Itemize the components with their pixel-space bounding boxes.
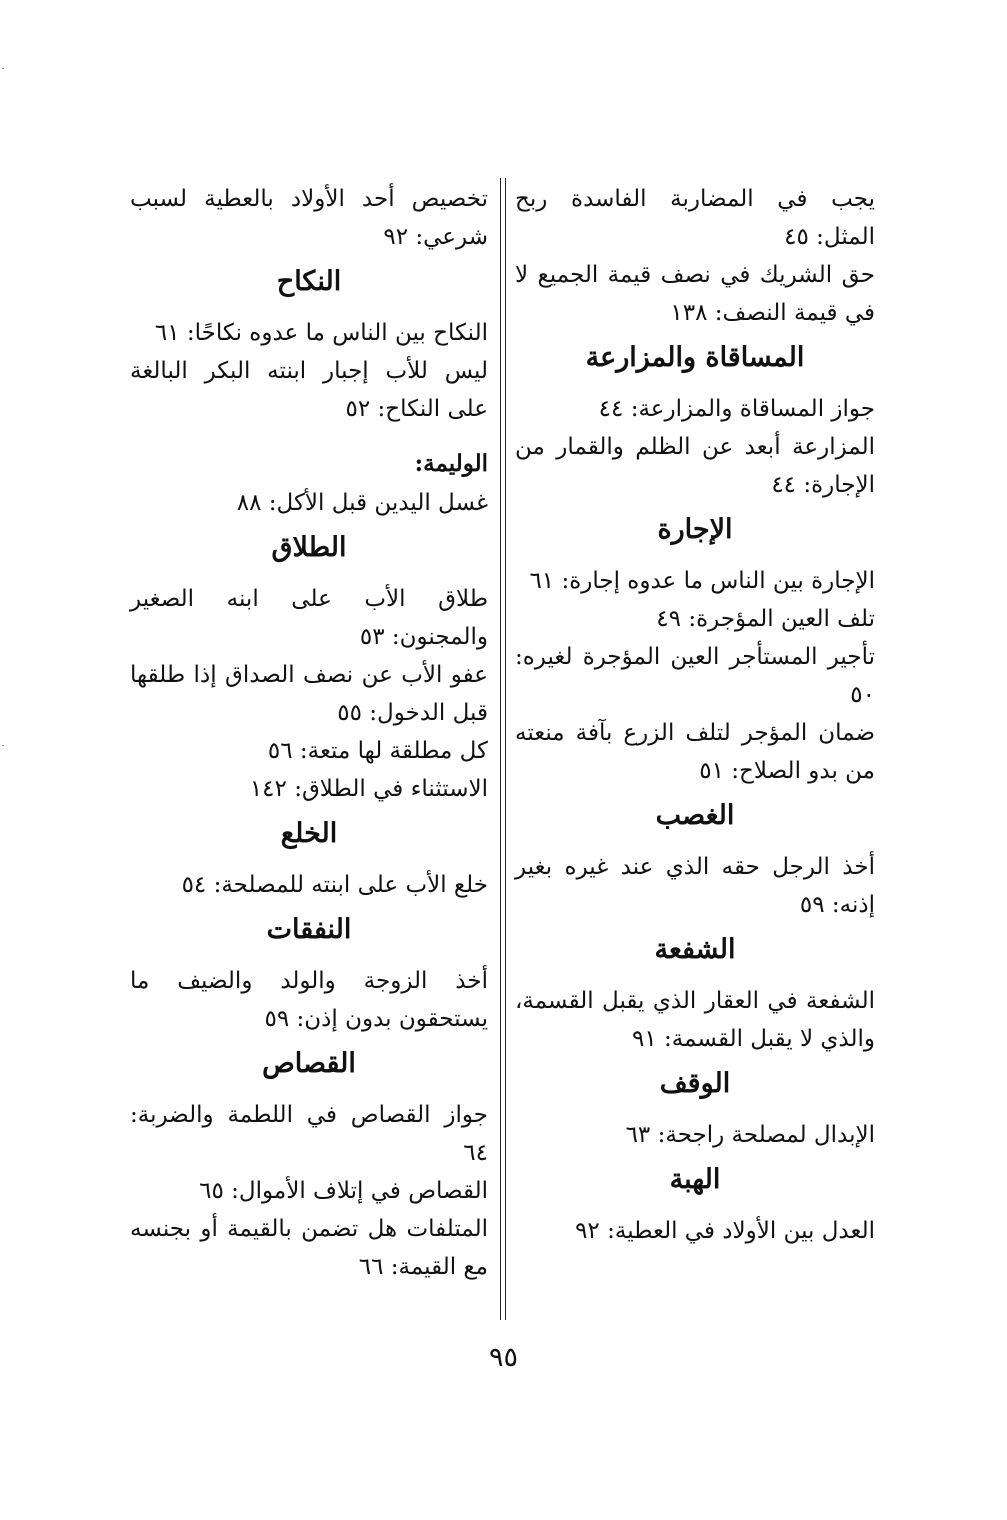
index-entry: يجب في المضاربة الفاسدة ربح المثل: ٤٥ [515,186,875,250]
margin-mark [2,745,4,746]
index-entry: المتلفات هل تضمن بالقيمة أو بجنسه مع القيمة: ٦٦ [130,1216,488,1280]
section-heading: الهبة [669,1164,721,1195]
subsection-heading: الوليمة: [414,450,488,477]
index-entry: جواز المساقاة والمزارعة: ٤٤ [598,396,875,422]
index-entry: القصاص في إتلاف الأموال: ٦٥ [199,1178,488,1204]
index-entry: تلف العين المؤجرة: ٤٩ [656,606,875,632]
index-entry: جواز القصاص في اللطمة والضربة: ٦٤ [130,1102,488,1166]
index-entry: العدل بين الأولاد في العطية: ٩٢ [575,1218,875,1244]
column-divider [500,178,506,1320]
index-entry: الاستثناء في الطلاق: ١٤٢ [249,776,488,802]
page-number: ٩٥ [488,1342,518,1373]
section-heading: الوقف [659,1068,731,1099]
section-heading: النكاح [276,266,342,297]
index-entry: النكاح بين الناس ما عدوه نكاحًا: ٦١ [154,320,488,346]
section-heading: الخلع [280,818,338,849]
section-heading: القصاص [262,1048,356,1079]
index-entry: طلاق الأب على ابنه الصغير والمجنون: ٥٣ [130,586,488,650]
index-entry: ليس للأب إجبار ابنته البكر البالغة على النكاح: ٥٢ [130,358,488,422]
section-heading: الشفعة [654,934,736,965]
index-entry: عفو الأب عن نصف الصداق إذا طلقها قبل الدخول: ٥٥ [130,662,488,726]
index-entry: الشفعة في العقار الذي يقبل القسمة، والذي لا يقبل القسمة: ٩١ [515,988,875,1052]
margin-mark [2,68,4,69]
index-column-right [515,180,875,1250]
index-entry: حق الشريك في نصف قيمة الجميع لا في قيمة النصف: ١٣٨ [515,262,875,326]
index-entry: كل مطلقة لها متعة: ٥٦ [267,738,488,764]
index-entry: تأجير المستأجر العين المؤجرة لغيره: ٥٠ [515,644,875,708]
index-entry: المزارعة أبعد عن الظلم والقمار من الإجارة: ٤٤ [515,434,875,498]
index-entry: أخذ الزوجة والولد والضيف ما يستحقون بدون إذن: ٥٩ [130,968,488,1032]
index-entry: الإبدال لمصلحة راجحة: ٦٣ [625,1122,875,1148]
section-heading: الغصب [655,800,735,831]
section-heading: النفقات [266,914,352,945]
section-heading: الطلاق [271,532,347,563]
section-heading: الإجارة [657,514,733,545]
index-entry: الإجارة بين الناس ما عدوه إجارة: ٦١ [529,568,875,594]
index-entry: ضمان المؤجر لتلف الزرع بآفة منعته من بدو الصلاح: ٥١ [515,720,875,784]
index-entry: خلع الأب على ابنته للمصلحة: ٥٤ [181,872,488,898]
section-heading: المساقاة والمزارعة [585,342,805,373]
index-entry: غسل اليدين قبل الأكل: ٨٨ [236,490,488,516]
index-entry: أخذ الرجل حقه الذي عند غيره بغير إذنه: ٥٩ [515,854,875,918]
index-column-left [130,180,488,1286]
index-entry: تخصيص أحد الأولاد بالعطية لسبب شرعي: ٩٢ [130,186,488,250]
